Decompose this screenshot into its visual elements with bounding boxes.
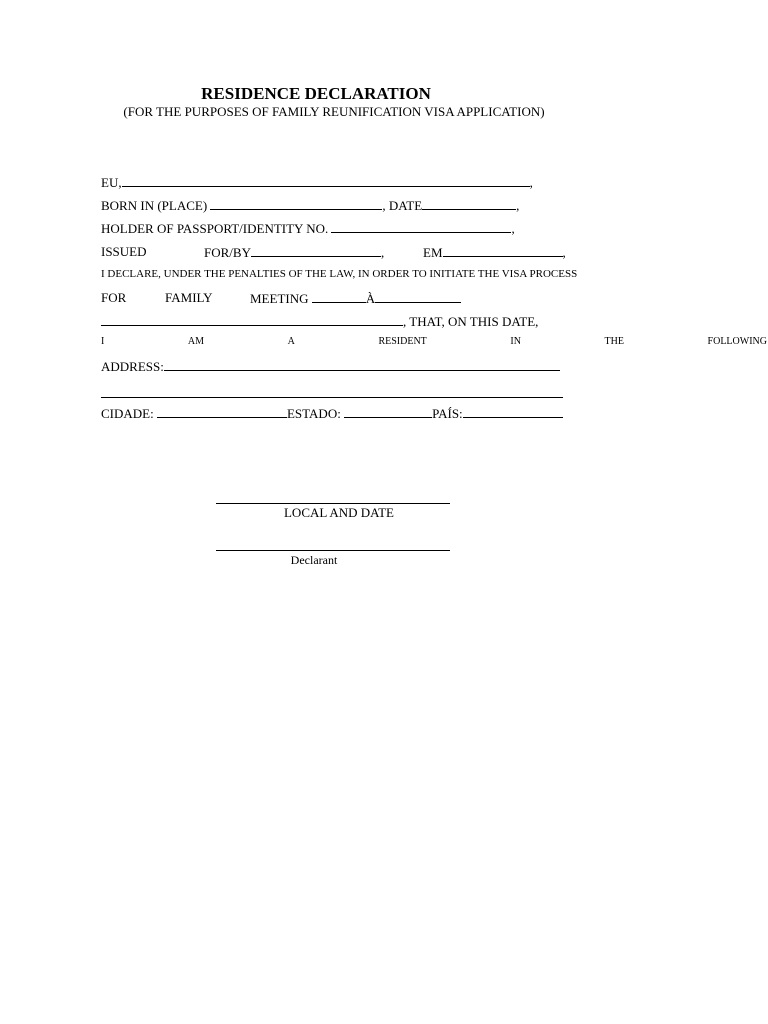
issued-label: ISSUED — [101, 244, 147, 259]
state-field[interactable] — [344, 405, 432, 418]
country-field[interactable] — [463, 405, 563, 418]
family-word: FAMILY — [165, 290, 213, 305]
resident-word: IN — [510, 336, 521, 347]
meeting-word: MEETING — [250, 291, 309, 306]
meeting-field[interactable] — [312, 290, 366, 303]
address-continuation-field[interactable] — [101, 397, 563, 398]
birthplace-field[interactable] — [210, 197, 382, 210]
name-field[interactable] — [122, 174, 530, 187]
address-label: ADDRESS: — [101, 359, 164, 374]
relationship-field[interactable] — [101, 313, 403, 326]
issued-in-field[interactable] — [443, 244, 563, 257]
resident-statement — [101, 336, 767, 347]
holder-end: , — [511, 221, 515, 236]
local-date-label: LOCAL AND DATE — [283, 505, 394, 520]
forby-end: , — [380, 245, 385, 260]
estado-label: ESTADO: — [286, 406, 341, 421]
declare-text: I DECLARE, UNDER THE PENALTIES OF THE LAW, IN ORDER TO INITIATE THE VISA PROCESS — [101, 268, 578, 280]
meeting-group — [250, 290, 461, 307]
cidade-label: CIDADE: — [101, 406, 154, 421]
declarant-label: Declarant — [290, 553, 338, 567]
date-label: , DATE — [382, 198, 423, 213]
forby-label: FOR/BY — [204, 245, 251, 260]
city-field[interactable] — [157, 405, 287, 418]
resident-word: AM — [187, 336, 205, 347]
holder-label: HOLDER OF PASSPORT/IDENTITY NO. — [101, 221, 329, 236]
declarant-signature-line[interactable] — [216, 550, 450, 551]
a-grave: À — [365, 291, 376, 306]
em-label: EM — [423, 245, 443, 260]
born-label: BORN IN (PLACE) — [101, 198, 208, 213]
eu-row — [101, 174, 533, 191]
document-title: RESIDENCE DECLARATION — [201, 84, 431, 103]
holder-row — [101, 220, 515, 237]
forby-group — [204, 244, 384, 261]
eu-label: EU, — [101, 175, 122, 190]
location-row — [101, 405, 563, 422]
meeting-with-field[interactable] — [375, 290, 461, 303]
that-text: , THAT, ON THIS DATE, — [403, 314, 539, 329]
that-row — [101, 313, 538, 330]
eu-end: , — [529, 175, 533, 190]
pais-label: PAÍS: — [432, 406, 463, 421]
address-row — [101, 358, 560, 375]
resident-word: FOLLOWING — [707, 336, 767, 347]
born-row — [101, 197, 519, 214]
em-end: , — [562, 245, 566, 260]
address-field[interactable] — [164, 358, 560, 371]
local-date-line[interactable] — [216, 503, 450, 504]
resident-word: RESIDENT — [378, 336, 427, 347]
resident-word: I — [101, 336, 105, 347]
for-word: FOR — [101, 290, 127, 305]
document-subtitle: (FOR THE PURPOSES OF FAMILY REUNIFICATION VISA APPLICATION) — [123, 104, 545, 119]
date-end: , — [516, 198, 520, 213]
issued-by-field[interactable] — [251, 244, 381, 257]
passport-number-field[interactable] — [331, 220, 511, 233]
resident-word: THE — [604, 336, 624, 347]
em-group — [423, 244, 566, 261]
resident-word: A — [287, 336, 295, 347]
birthdate-field[interactable] — [422, 197, 516, 210]
